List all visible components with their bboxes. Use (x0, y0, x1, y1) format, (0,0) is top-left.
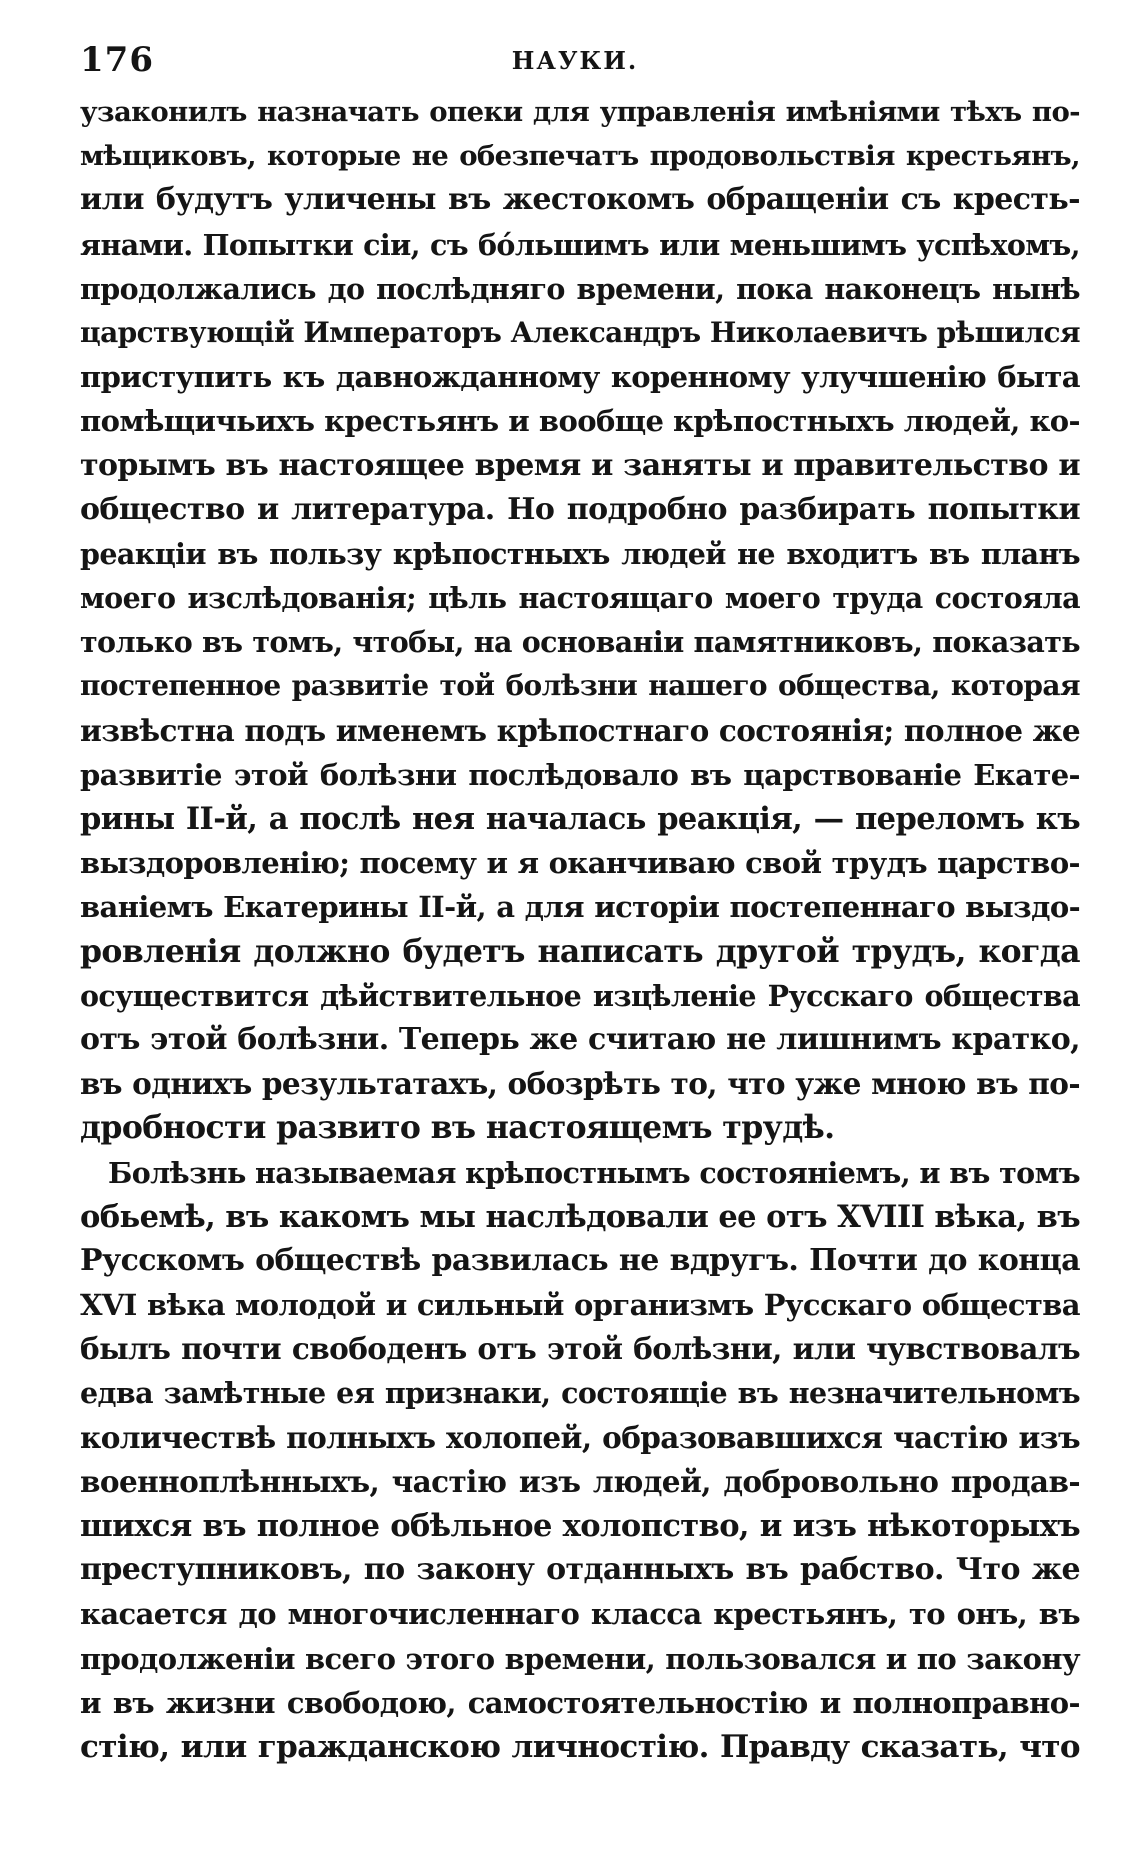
text-line: обьемѣ, въ какомъ мы наслѣдовали ее отъ XVIII вѣка, въ (80, 1198, 1080, 1235)
text-line: выздоровленію; посему и я оканчиваю свой трудъ царство- (80, 846, 1080, 881)
text-line: ровленія должно будетъ написать другой трудъ, когда (80, 932, 1080, 970)
text-line: узаконилъ назначать опеки для управленія имѣніями тѣхъ по- (80, 96, 1080, 128)
running-head (80, 40, 1070, 80)
page-number: 176 (80, 40, 154, 80)
text-line: едва замѣтные ея признаки, состоящіе въ незначительномъ (80, 1376, 1080, 1411)
text-line: отъ этой болѣзни. Теперь же считаю не лишнимъ кратко, (80, 1021, 1080, 1057)
text-line: касается до многочисленнаго класса крестьянъ, то онъ, въ (80, 1597, 1080, 1632)
text-line: продолженіи всего этого времени, пользовался и по закону (80, 1641, 1080, 1676)
text-line: въ однихъ результатахъ, обозрѣть то, что уже мною въ по- (80, 1066, 1080, 1102)
text-line: янами. Попытки сіи, съ бо́льшимъ или меньшимъ успѣхомъ, (80, 227, 1080, 262)
text-line: только въ томъ, чтобы, на основаніи памятниковъ, показать (80, 625, 1080, 660)
text-line: XVI вѣка молодой и сильный организмъ Русскаго общества (80, 1288, 1080, 1323)
text-line: реакціи въ пользу крѣпостныхъ людей не входитъ въ планъ (80, 536, 1080, 571)
text-line: шихся въ полное обѣльное холопство, и изъ нѣкоторыхъ (80, 1508, 1080, 1544)
text-line: торымъ въ настоящее время и заняты и правительство и (80, 447, 1080, 483)
text-line: дробности развито въ настоящемъ трудѣ. (80, 1109, 835, 1147)
body-text (80, 90, 1080, 1769)
text-line: моего изслѣдованія; цѣль настоящаго моего труда состояла (80, 581, 1080, 616)
text-line: количествѣ полныхъ холопей, образовавшихся частію изъ (80, 1419, 1080, 1455)
text-line: извѣстна подъ именемъ крѣпостнаго состоянія; полное же (80, 712, 1080, 748)
text-line: помѣщичьихъ крестьянъ и вообще крѣпостныхъ людей, ко- (80, 404, 1080, 439)
text-line: мѣщиковъ, которые не обезпечатъ продовольствія крестьянъ, (80, 140, 1080, 173)
text-line: и въ жизни свободою, самостоятельностію и полноправно- (80, 1685, 1080, 1720)
text-line: постепенное развитіе той болѣзни нашего общества, которая (80, 669, 1080, 703)
text-line: или будутъ уличены въ жестокомъ обращеніи съ кресть- (80, 182, 1080, 218)
text-line: продолжались до послѣдняго времени, пока наконецъ нынѣ (80, 271, 1080, 306)
text-line: царствующій Императоръ Александръ Николаевичъ рѣшился (80, 315, 1080, 349)
paragraph-start-line: Болѣзнь называемая крѣпостнымъ состояніемъ, и въ томъ (108, 1155, 1080, 1190)
text-line: Русскомъ обществѣ развилась не вдругъ. Почти до конца (80, 1242, 1080, 1278)
text-line: преступниковъ, по закону отданныхъ въ рабство. Что же (80, 1552, 1080, 1588)
text-line: развитіе этой болѣзни послѣдовало въ царствованіе Екате- (80, 757, 1080, 792)
text-line: осуществится дѣйствительное изцѣленіе Русскаго общества (80, 978, 1080, 1013)
text-line: ваніемъ Екатерины II-й, а для исторіи постепеннаго выздо- (80, 890, 1080, 925)
text-line: стію, или гражданскою личностію. Правду сказать, что (80, 1728, 1080, 1765)
text-line: общество и литература. Но подробно разбирать попытки (80, 491, 1080, 527)
text-line: приступить къ давножданному коренному улучшенію быта (80, 360, 1080, 395)
text-line: рины II-й, а послѣ нея началась реакція, — переломъ къ (80, 801, 1080, 837)
text-line: военноплѣнныхъ, частію изъ людей, добровольно продав- (80, 1463, 1080, 1499)
text-line: былъ почти свободенъ отъ этой болѣзни, или чувствовалъ (80, 1331, 1080, 1367)
section-title: НАУКИ. (511, 46, 639, 75)
